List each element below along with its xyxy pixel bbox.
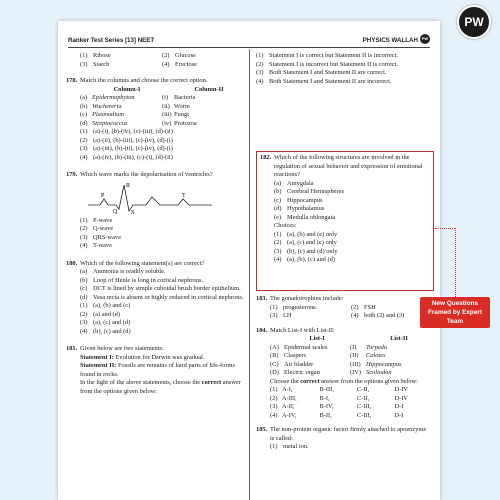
question-182-highlight-box	[256, 151, 434, 291]
question-text: Which of the following statement(s) are correct?	[80, 259, 205, 267]
option: (1) A-I, B-III, C-II, D-IV	[270, 386, 408, 393]
physics-wallah-logo: PW	[457, 5, 491, 39]
option: (3) (a), (c) and (d)	[80, 319, 131, 326]
column-divider	[249, 49, 250, 500]
option: (1) progesterone.	[270, 303, 318, 311]
match-row: (C) Air bladder (III) Hippocampus	[270, 360, 402, 368]
question-177-tail	[66, 52, 244, 69]
question-184	[256, 327, 432, 421]
option: (2) A-III, B-I, C-II, D-IV	[270, 394, 408, 402]
option: (4) T-wave	[80, 242, 112, 249]
question-number: 181.	[66, 345, 78, 352]
question-185	[256, 426, 432, 452]
match-row: (d) Streptococcus (iv) Protozoa	[80, 119, 197, 127]
option: (4) (a)-(iv), (b)-(iii), (c)-(i), (d)-(ii)	[80, 153, 173, 161]
option: (4) (a), (b), (c) and (d)	[274, 256, 335, 263]
question-number: 178.	[66, 77, 78, 84]
header-divider	[68, 47, 430, 48]
wave-label-s: S	[131, 209, 135, 215]
question-text: The gonadotrophins include:	[270, 295, 344, 302]
question-instruction: In the light of the above statements, choose the correct answer from the options given below:	[80, 379, 241, 395]
option: (4) Both Statement I and Statement II are incorrect.	[256, 77, 392, 85]
new-questions-callout: New Questions Framed by Expert Team	[420, 297, 490, 328]
wave-label-q: Q	[113, 208, 118, 215]
match-row: (c) Plasmodium (iii) Fungi	[80, 111, 189, 118]
ecg-waveform-diagram	[86, 181, 216, 215]
item: (c) Hippocampus	[274, 196, 323, 204]
question-180	[66, 260, 244, 337]
option: (2) FSH	[351, 303, 376, 311]
option: (3) QRS-wave	[80, 233, 122, 241]
match-header: Column-I Column-II	[113, 85, 224, 93]
option: (4) A-IV, B-II, C-III, D-I	[270, 411, 404, 419]
option: (2) (a)-(ii), (b)-(iii), (c)-(iv), (d)-(i)	[80, 136, 173, 144]
question-181	[66, 345, 244, 396]
question-text: Match the columns and choose the correct option.	[80, 77, 208, 84]
wave-label-t: T	[182, 192, 186, 199]
question-182	[260, 154, 430, 265]
callout-connector-vertical	[455, 228, 456, 297]
question-text: Given below are two statements:	[80, 345, 164, 352]
question-number: 184.	[256, 326, 268, 334]
left-column	[66, 52, 244, 405]
option: (3) LH	[270, 312, 292, 319]
match-row: (B) Claspers (II) Calotes	[270, 352, 386, 359]
statement: (d) Vasa recta is absent or highly reduced in cortical nephrons.	[80, 293, 244, 301]
option: (1) metal ion.	[270, 443, 309, 450]
option: (1) (a), (b) and (c)	[80, 302, 131, 309]
callout-connector-horizontal	[435, 228, 455, 229]
match-row: (b) Wuchereria (ii) Worm	[80, 102, 190, 110]
question-number: 185.	[256, 426, 268, 433]
option: (3) (b), (c) and (d) only	[274, 247, 338, 255]
question-text: Which wave marks the depolarisation of ventricles?	[80, 171, 213, 178]
match-row: (a) Epidermophyton (i) Bacteria	[80, 94, 196, 101]
question-text: Which of the following structures are involved in the regulation of sexual behavior and expression of emotional reactions?	[274, 154, 423, 178]
question-text: The non-protein organic factor firmly attached to apoenzyme is called:	[270, 426, 427, 442]
option: (1) Ribose	[80, 52, 111, 59]
option: (2) Statement I is incorrect but Statement II is correct.	[256, 60, 399, 68]
wave-label-p: P	[101, 192, 105, 199]
option: (4) both (2) and (3)	[351, 312, 405, 319]
choices-label: Choices:	[274, 222, 297, 229]
question-number: 183.	[256, 295, 268, 302]
right-column	[256, 52, 432, 95]
match-row: (A) Epidermal scales (I) Torpedo	[270, 343, 388, 351]
option: (4) Fructose	[162, 60, 198, 68]
item: (d) Hypothalamus	[274, 205, 325, 212]
question-number: 182.	[260, 154, 272, 161]
publisher-name: PHYSICS WALLAH	[362, 37, 418, 44]
item: (a) Amygdala	[274, 179, 314, 187]
option: (3) A-II, B-IV, C-III, D-I	[270, 403, 404, 410]
statement: (c) DCT is lined by simple cuboidal brush border epithelium.	[80, 285, 241, 292]
option: (1) Statement I is correct but Statement II is incorrect.	[256, 52, 399, 59]
question-183	[256, 295, 432, 321]
option: (3) Both Statement I and Statement II are correct.	[256, 69, 387, 76]
question-number: 180.	[66, 259, 78, 267]
option: (4) (b), (c) and (d)	[80, 327, 131, 335]
document-page	[58, 21, 440, 500]
option: (2) Glucose	[162, 52, 196, 59]
question-text: Match List-I with List-II:	[270, 326, 335, 334]
option: (1) (a)-(i), (b)-(iv), (c)-(iii), (d)-(ii)	[80, 128, 173, 135]
item: (e) Medulla oblongata	[274, 213, 336, 221]
option: (3) Starch	[80, 60, 110, 68]
option: (2) Q-wave	[80, 225, 114, 232]
question-number: 179.	[66, 171, 78, 178]
question-181-options	[256, 52, 432, 86]
option: (1) P-wave	[80, 216, 113, 224]
match-header: List-I List-II	[309, 335, 408, 342]
statement-1: Statement I: Evolution for Darwin was gradual.	[80, 353, 205, 361]
item: (b) Cerebral Hemispheres	[274, 188, 344, 195]
header-logo-icon: PW	[420, 34, 430, 44]
match-row: (D) Electric organ (IV) Scoliodon	[270, 369, 392, 376]
option: (2) (a) and (d)	[80, 310, 120, 318]
question-179	[66, 171, 244, 251]
option: (2) (a), (c) and (e) only	[274, 239, 337, 246]
statement: (a) Ammonia is readily soluble.	[80, 268, 166, 275]
statement: (b) Loop of Henle is long in cortical nephrons.	[80, 276, 204, 284]
question-178	[66, 77, 244, 162]
wave-label-r: R	[126, 182, 131, 189]
option: (3) (a)-(iii), (b)-(ii), (c)-(iv), (d)-(i)	[80, 145, 173, 152]
test-series-title: Ranker Test Series [13] NEET	[68, 37, 155, 44]
right-column-lower	[256, 295, 432, 461]
question-instruction: Choose the correct answer from the options given below:	[270, 377, 418, 385]
statement-2: Statement II: Fossils are remains of hard parts of life-forms found in rocks.	[80, 362, 235, 378]
option: (1) (a), (b) and (e) only	[274, 230, 338, 238]
